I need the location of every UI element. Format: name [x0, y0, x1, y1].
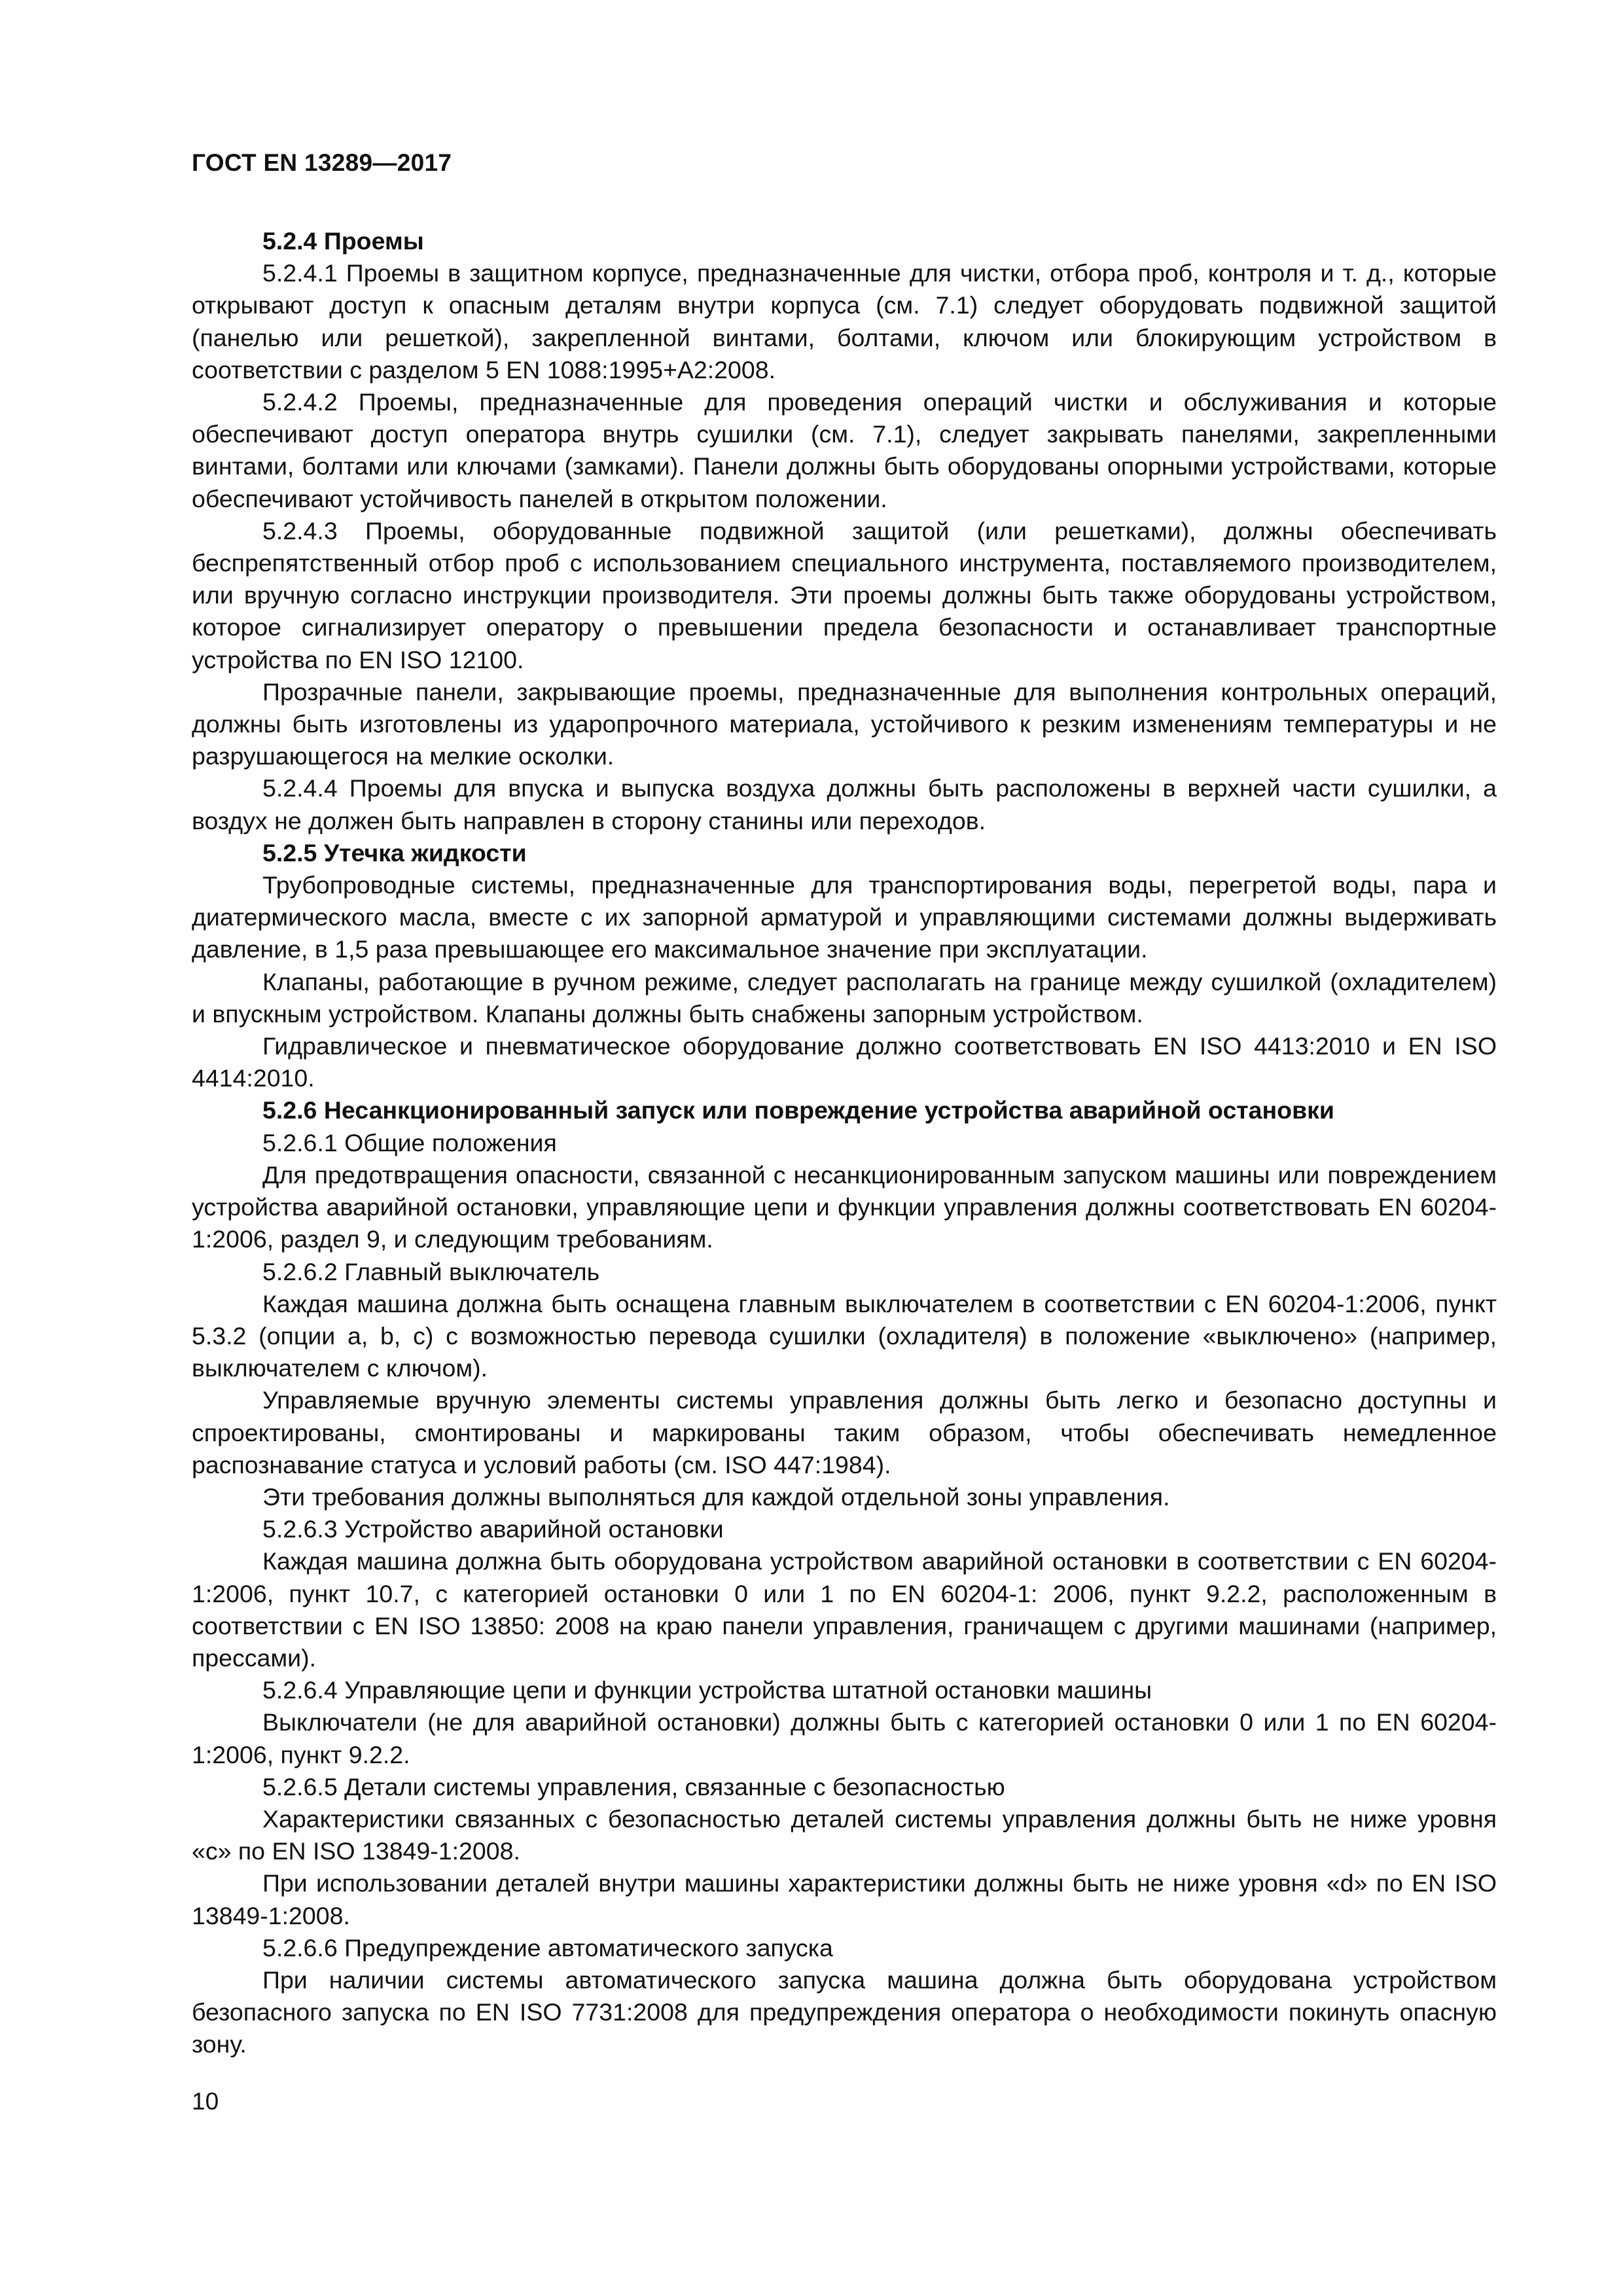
- paragraph: 5.2.4.4 Проемы для впуска и выпуска воздуха должны быть расположены в верхней части сушилки, а воздух не должен быть направлен в сторону станины или переходов.: [192, 774, 1497, 834]
- subsection-heading: 5.2.6.4 Управляющие цепи и функции устройства штатной остановки машины: [262, 1676, 1152, 1704]
- paragraph: Характеристики связанных с безопасностью деталей системы управления должны быть не ниже уровня «с» по EN ISO 13849-1:2008.: [192, 1804, 1497, 1865]
- page-number: 10: [192, 2088, 219, 2115]
- subsection-heading: 5.2.6.2 Главный выключатель: [262, 1257, 600, 1285]
- paragraph: Выключатели (не для аварийной остановки) должны быть с категорией остановки 0 или 1 по EN 60204-1:2006, пункт 9.2.2.: [192, 1708, 1497, 1768]
- subsection-heading: 5.2.6.1 Общие положения: [262, 1128, 557, 1157]
- paragraph: Прозрачные панели, закрывающие проемы, предназначенные для выполнения контрольных операций, должны быть изготовлены из ударопрочного материала, устойчивого к резким изменениям температуры и не разрушающегося на мелкие осколки.: [192, 677, 1497, 770]
- document-body: [192, 225, 1497, 2061]
- paragraph: Для предотвращения опасности, связанной с несанкционированным запуском машины или повреждением устройства аварийной остановки, управляющие цепи и функции управления должны соответствовать EN 60204-1:2006, раздел 9, и следующим требованиям.: [192, 1160, 1497, 1253]
- subsection-heading: 5.2.6.5 Детали системы управления, связанные с безопасностью: [262, 1772, 1005, 1801]
- paragraph: 5.2.4.3 Проемы, оборудованные подвижной защитой (или решетками), должны обеспечивать беспрепятственный отбор проб с использованием специального инструмента, поставляемого производителем, или вручную согласно инструкции производителя. Эти проемы должны быть также оборудованы устройством, которое сигнализирует оператору о превышении предела безопасности и останавливает транспортные устройства по EN ISO 12100.: [192, 516, 1497, 673]
- paragraph: При использовании деталей внутри машины характеристики должны быть не ниже уровня «d» по EN ISO 13849-1:2008.: [192, 1869, 1497, 1929]
- paragraph: 5.2.4.1 Проемы в защитном корпусе, предназначенные для чистки, отбора проб, контроля и т. д., которые открывают доступ к опасным деталям внутри корпуса (см. 7.1) следует оборудовать подвижной защитой (панелью или решеткой), закрепленной винтами, болтами, ключом или блокирующим устройством в соответствии с разделом 5 EN 1088:1995+A2:2008.: [192, 259, 1497, 384]
- paragraph: 5.2.4.2 Проемы, предназначенные для проведения операций чистки и обслуживания и которые обеспечивают доступ оператора внутрь сушилки (см. 7.1), следует закрывать панелями, закрепленными винтами, болтами или ключами (замками). Панели должны быть оборудованы опорными устройствами, которые обеспечивают устойчивость панелей в открытом положении.: [192, 388, 1497, 512]
- paragraph: При наличии системы автоматического запуска машина должна быть оборудована устройством безопасного запуска по EN ISO 7731:2008 для предупреждения оператора о необходимости покинуть опасную зону.: [192, 1965, 1497, 2058]
- section-heading: 5.2.4 Проемы: [262, 227, 424, 255]
- section-heading: 5.2.5 Утечка жидкости: [262, 838, 527, 867]
- subsection-heading: 5.2.6.6 Предупреждение автоматического запуска: [262, 1933, 833, 1962]
- paragraph: Каждая машина должна быть оборудована устройством аварийной остановки в соответствии с EN 60204-1:2006, пункт 10.7, с категорией остановки 0 или 1 по EN 60204-1: 2006, пункт 9.2.2, расположенным в соответствии с EN ISO 13850: 2008 на краю панели управления, граничащем с другими машинами (например, прессами).: [192, 1547, 1497, 1672]
- paragraph: Клапаны, работающие в ручном режиме, следует располагать на границе между сушилкой (охладителем) и впускным устройством. Клапаны должны быть снабжены запорным устройством.: [192, 967, 1497, 1028]
- paragraph: Управляемые вручную элементы системы управления должны быть легко и безопасно доступны и спроектированы, смонтированы и маркированы таким образом, чтобы обеспечивать немедленное распознавание статуса и условий работы (см. ISO 447:1984).: [192, 1386, 1497, 1479]
- document-header: ГОСТ EN 13289—2017: [192, 149, 452, 176]
- subsection-heading: 5.2.6.3 Устройство аварийной остановки: [262, 1515, 724, 1543]
- paragraph: Каждая машина должна быть оснащена главным выключателем в соответствии с EN 60204-1:2006, пункт 5.3.2 (опции a, b, c) с возможностью перевода сушилки (охладителя) в положение «выключено» (например, выключателем с ключом).: [192, 1289, 1497, 1382]
- paragraph: Трубопроводные системы, предназначенные для транспортирования воды, перегретой воды, пара и диатермического масла, вместе с их запорной арматурой и управляющими системами должны выдерживать давление, в 1,5 раза превышающее его максимальное значение при эксплуатации.: [192, 871, 1497, 963]
- section-heading: 5.2.6 Несанкционированный запуск или повреждение устройства аварийной остановки: [262, 1096, 1334, 1124]
- paragraph: Гидравлическое и пневматическое оборудование должно соответствовать EN ISO 4413:2010 и EN ISO 4414:2010.: [192, 1032, 1497, 1092]
- paragraph: Эти требования должны выполняться для каждой отдельной зоны управления.: [262, 1482, 1170, 1511]
